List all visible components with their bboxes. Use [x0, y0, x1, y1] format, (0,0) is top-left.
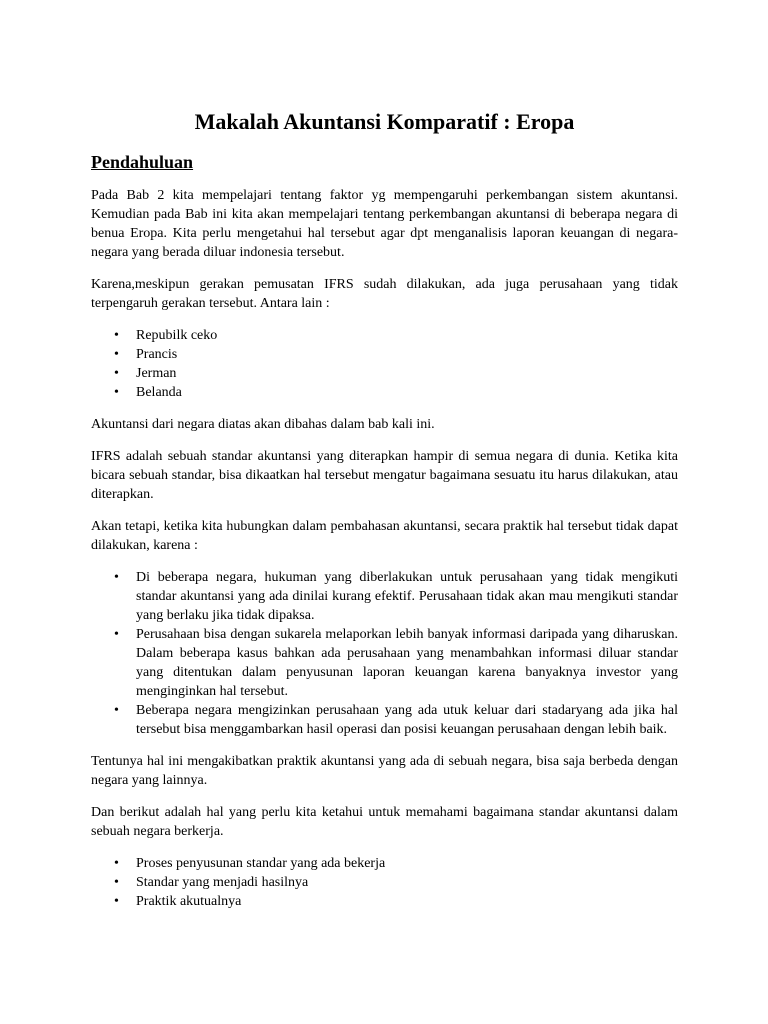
document-page	[91, 106, 678, 924]
list-item	[91, 873, 678, 892]
paragraph-consequence: Tentunya hal ini mengakibatkan praktik akuntansi yang ada di sebuah negara, bisa saja berbeda dengan negara yang lainnya.	[91, 754, 678, 788]
reasons-list	[91, 568, 678, 739]
paragraph-understanding: Dan berikut adalah hal yang perlu kita ketahui untuk memahami bagaimana standar akuntansi dalam sebuah negara berkerja.	[91, 805, 678, 839]
list-item-text: Prancis	[136, 347, 178, 362]
list-item	[91, 568, 678, 625]
bullet-icon: •	[114, 328, 119, 343]
list-item	[91, 625, 678, 701]
bullet-icon: •	[114, 894, 119, 909]
paragraph-intro: Pada Bab 2 kita mempelajari tentang faktor yg mempengaruhi perkembangan sistem akuntansi. Kemudian pada Bab ini kita akan mempelajari tentang perkembangan akuntansi di beberapa negara di benua Eropa. Kita perlu mengetahui hal tersebut agar dpt menganalisis laporan keuangan di negara-negara yang berada diluar indonesia tersebut.	[91, 188, 678, 260]
list-item	[91, 892, 678, 911]
section-heading: Pendahuluan	[91, 152, 194, 172]
list-item	[91, 345, 678, 364]
standards-list	[91, 854, 678, 911]
list-item-text: Standar yang menjadi hasilnya	[136, 875, 309, 890]
paragraph-scope: Akuntansi dari negara diatas akan dibahas dalam bab kali ini.	[91, 417, 435, 432]
paragraph-practice: Akan tetapi, ketika kita hubungkan dalam pembahasan akuntansi, secara praktik hal tersebut tidak dapat dilakukan, karena :	[91, 519, 678, 553]
bullet-icon: •	[114, 856, 119, 871]
list-item-text: Repubilk ceko	[136, 328, 218, 343]
document-title: Makalah Akuntansi Komparatif : Eropa	[194, 109, 575, 134]
bullet-icon: •	[114, 570, 119, 585]
list-item-text: Proses penyusunan standar yang ada bekerja	[136, 856, 386, 871]
list-item	[91, 364, 678, 383]
list-item-text: Jerman	[136, 366, 177, 381]
list-item-text: Beberapa negara mengizinkan perusahaan yang ada utuk keluar dari stadaryang ada jika hal tersebut bisa menggambarkan hasil operasi dan posisi keuangan perusahaan dengan lebih baik.	[136, 703, 678, 737]
paragraph-ifrs-definition: IFRS adalah sebuah standar akuntansi yang diterapkan hampir di semua negara di dunia. Ketika kita bicara sebuah standar, bisa dikaatkan hal tersebut mengatur bagaimana sesuatu itu harus dilakukan, atau diterapkan.	[91, 449, 678, 502]
bullet-icon: •	[114, 366, 119, 381]
list-item-text: Di beberapa negara, hukuman yang diberlakukan untuk perusahaan yang tidak mengikuti standar akuntansi yang ada dinilai kurang efektif. Perusahaan tidak akan mau mengikuti standar yang berlaku jika tidak dipaksa.	[136, 570, 678, 623]
list-item-text: Belanda	[136, 385, 182, 400]
bullet-icon: •	[114, 385, 119, 400]
list-item-text: Praktik akutualnya	[136, 894, 242, 909]
list-item	[91, 383, 678, 402]
bullet-icon: •	[114, 627, 119, 642]
list-item-text: Perusahaan bisa dengan sukarela melaporkan lebih banyak informasi daripada yang diharuskan. Dalam beberapa kasus bahkan ada perusahaan yang menambahkan informasi diluar standar yang ditentukan dalam penyusunan laporan keuangan karena banyaknya investor yang menginginkan hal tersebut.	[136, 627, 678, 699]
bullet-icon: •	[114, 875, 119, 890]
paragraph-ifrs-convergence: Karena,meskipun gerakan pemusatan IFRS sudah dilakukan, ada juga perusahaan yang tidak terpengaruh gerakan tersebut. Antara lain :	[91, 277, 678, 311]
list-item	[91, 326, 678, 345]
bullet-icon: •	[114, 703, 119, 718]
bullet-icon: •	[114, 347, 119, 362]
country-list	[91, 326, 678, 402]
list-item	[91, 854, 678, 873]
list-item	[91, 701, 678, 739]
